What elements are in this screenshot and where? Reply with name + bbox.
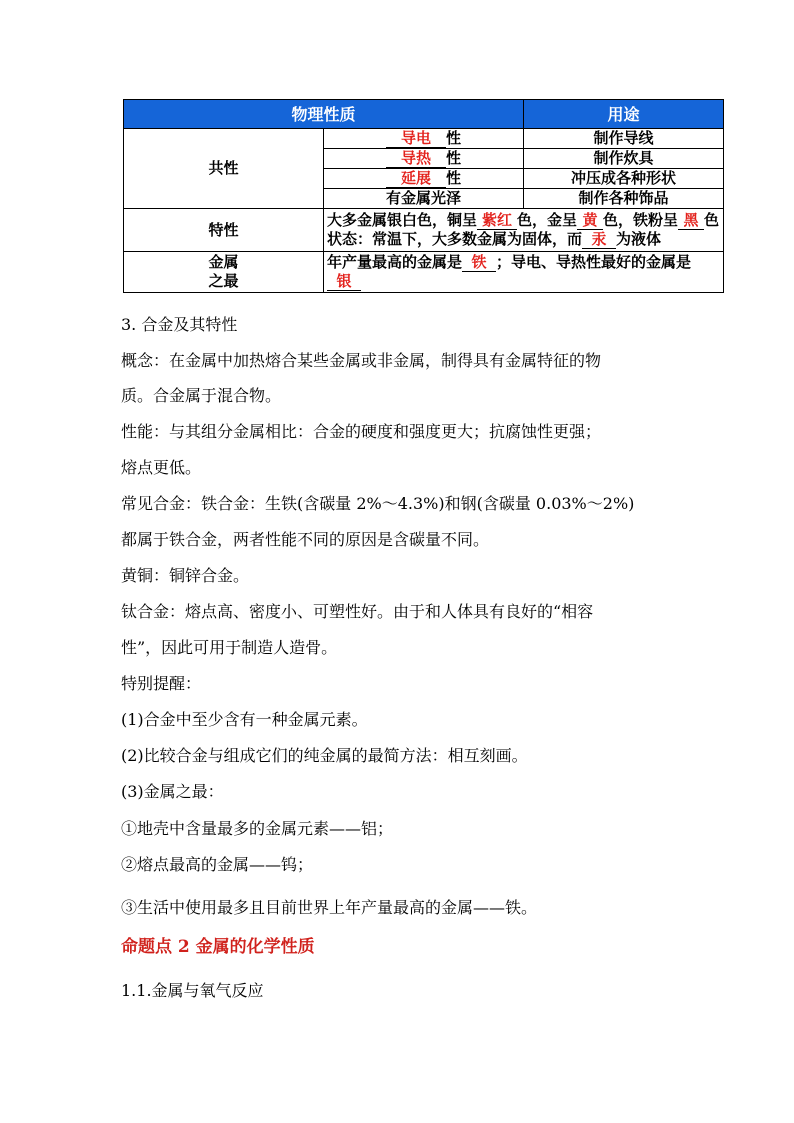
section-heading-chemical: 命题点 2 金属的化学性质 — [121, 937, 315, 957]
common-prop-1 — [324, 129, 524, 149]
property-table — [123, 99, 724, 293]
line-most-2: ②熔点最高的金属——钨； — [121, 855, 314, 874]
line-metal-oxygen: 1.1.金属与氧气反应 — [121, 981, 264, 1000]
suffix: 性 — [445, 169, 461, 187]
line-most-3: ③生活中使用最多且目前世界上年产量最高的金属——铁。 — [121, 898, 538, 917]
blank-iron-color: 黑 — [678, 212, 704, 230]
blank-silver: 银 — [327, 273, 361, 291]
common-use-4: 制作各种饰品 — [524, 189, 724, 209]
common-prop-2 — [324, 149, 524, 169]
text: 色 — [704, 211, 720, 229]
text: 色，铁粉呈 — [603, 211, 679, 229]
blank-copper-color: 紫红 — [477, 212, 517, 230]
blank-ductile: 延展 — [386, 170, 446, 188]
common-use-1: 制作导线 — [524, 129, 724, 149]
common-prop-3 — [324, 169, 524, 189]
special-line-1 — [327, 211, 720, 230]
line-common-alloys: 常见合金：铁合金：生铁(含碳量 2%～4.3%)和钢(含碳量 0.03%～2%) — [121, 494, 635, 513]
line-titanium-2: 性”，因此可用于制造人造骨。 — [121, 638, 338, 657]
line-titanium: 钛合金：熔点高、密度小、可塑性好。由于和人体具有良好的“相容 — [121, 602, 594, 621]
line-reminder-3: (3)金属之最： — [121, 782, 224, 801]
most-label-2: 之最 — [208, 272, 239, 290]
common-label: 共性 — [124, 129, 324, 209]
line-performance-2: 熔点更低。 — [121, 458, 202, 477]
line-concept: 概念：在金属中加热熔合某些金属或非金属，制得具有金属特征的物 — [121, 351, 602, 370]
text: 为液体 — [616, 230, 662, 248]
header-use: 用途 — [524, 100, 724, 129]
common-use-3: 冲压成各种形状 — [524, 169, 724, 189]
most-label — [124, 252, 324, 293]
line-reminder: 特别提醒： — [121, 674, 202, 693]
most-content — [324, 252, 724, 293]
text: 状态：常温下，大多数金属为固体，而 — [327, 230, 583, 248]
line-most-1: ①地壳中含量最多的金属元素——铝； — [121, 819, 394, 838]
line-brass: 黄铜：铜锌合金。 — [121, 566, 250, 585]
special-label: 特性 — [124, 209, 324, 252]
line-concept-2: 质。合金属于混合物。 — [121, 386, 282, 405]
line-reminder-1: (1)合金中至少含有一种金属元素。 — [121, 710, 368, 729]
common-prop-4: 有金属光泽 — [324, 189, 524, 209]
blank-gold-color: 黄 — [577, 212, 603, 230]
text: 年产量最高的金属是 — [327, 253, 463, 271]
blank-thermal: 导热 — [386, 150, 446, 168]
header-property: 物理性质 — [124, 100, 524, 129]
section-title-alloy: 3. 合金及其特性 — [121, 315, 238, 334]
blank-mercury: 汞 — [582, 231, 616, 249]
special-line-2 — [327, 230, 720, 249]
suffix: 性 — [445, 129, 461, 147]
line-performance: 性能：与其组分金属相比：合金的硬度和强度更大；抗腐蚀性更强； — [121, 422, 602, 441]
text: 色，金呈 — [517, 211, 578, 229]
blank-iron: 铁 — [462, 254, 496, 272]
text: 大多金属银白色，铜呈 — [327, 211, 478, 229]
line-common-alloys-2: 都属于铁合金，两者性能不同的原因是含碳量不同。 — [121, 530, 490, 549]
suffix: 性 — [445, 149, 461, 167]
common-use-2: 制作炊具 — [524, 149, 724, 169]
blank-conductive: 导电 — [386, 130, 446, 148]
line-reminder-2: (2)比较合金与组成它们的纯金属的最简方法：相互刻画。 — [121, 746, 528, 765]
special-content — [324, 209, 724, 252]
text: ；导电、导热性最好的金属是 — [496, 253, 692, 271]
most-label-1: 金属 — [208, 253, 239, 271]
